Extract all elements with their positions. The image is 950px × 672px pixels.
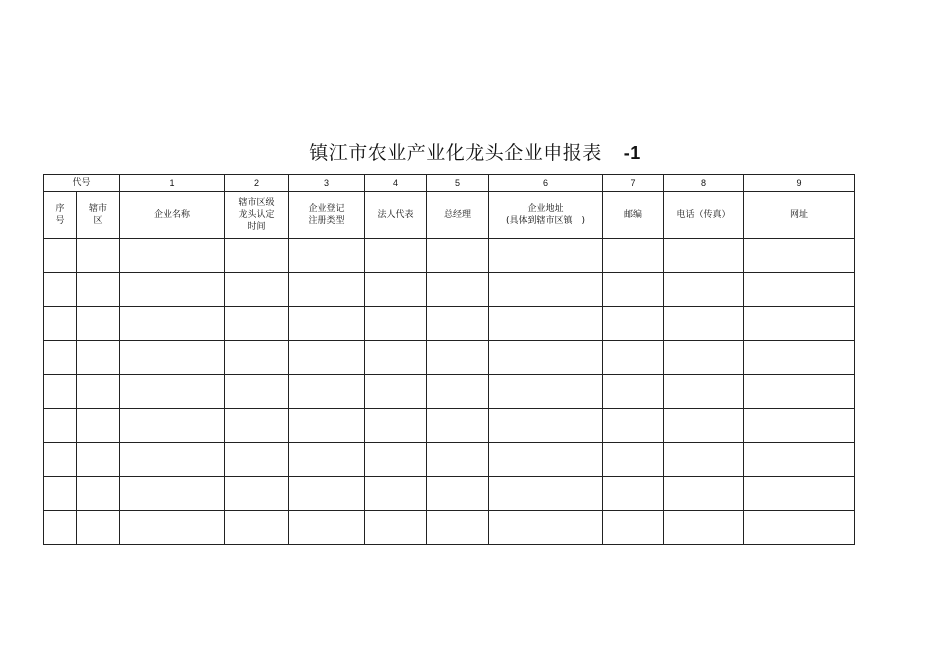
cell-legal-rep <box>365 375 427 409</box>
cell-recognition-time <box>225 443 289 477</box>
cell-website <box>744 307 855 341</box>
cell-address <box>489 307 603 341</box>
cell-address <box>489 477 603 511</box>
cell-postcode <box>603 409 664 443</box>
cell-phone-fax <box>664 307 744 341</box>
cell-legal-rep <box>365 273 427 307</box>
cell-seq <box>44 239 77 273</box>
cell-company-name <box>120 443 225 477</box>
cell-general-manager <box>427 273 489 307</box>
cell-address <box>489 443 603 477</box>
code-2: 2 <box>225 175 289 192</box>
cell-district <box>77 273 120 307</box>
cell-postcode <box>603 375 664 409</box>
code-6: 6 <box>489 175 603 192</box>
cell-district <box>77 443 120 477</box>
code-1: 1 <box>120 175 225 192</box>
cell-postcode <box>603 477 664 511</box>
code-label: 代号 <box>72 178 91 188</box>
cell-phone-fax <box>664 375 744 409</box>
cell-district <box>77 477 120 511</box>
cell-district <box>77 409 120 443</box>
page-title <box>0 138 950 165</box>
cell-registration-type <box>289 409 365 443</box>
cell-registration-type <box>289 239 365 273</box>
cell-legal-rep <box>365 477 427 511</box>
cell-company-name <box>120 375 225 409</box>
cell-website <box>744 409 855 443</box>
cell-company-name <box>120 477 225 511</box>
code-row <box>44 175 855 192</box>
cell-website <box>744 375 855 409</box>
cell-postcode <box>603 443 664 477</box>
cell-website <box>744 239 855 273</box>
cell-seq <box>44 307 77 341</box>
cell-postcode <box>603 307 664 341</box>
cell-postcode <box>603 239 664 273</box>
cell-seq <box>44 375 77 409</box>
cell-general-manager <box>427 239 489 273</box>
header-registration-type: 企业登记 注册类型 <box>289 192 365 239</box>
code-7: 7 <box>603 175 664 192</box>
cell-legal-rep <box>365 409 427 443</box>
cell-general-manager <box>427 511 489 545</box>
cell-recognition-time <box>225 239 289 273</box>
header-website: 网址 <box>744 192 855 239</box>
cell-address <box>489 511 603 545</box>
cell-legal-rep <box>365 341 427 375</box>
title-suffix: -1 <box>623 143 641 163</box>
cell-postcode <box>603 273 664 307</box>
cell-recognition-time <box>225 341 289 375</box>
code-9: 9 <box>744 175 855 192</box>
code-8: 8 <box>664 175 744 192</box>
table-row <box>44 341 855 375</box>
cell-postcode <box>603 511 664 545</box>
cell-company-name <box>120 273 225 307</box>
cell-company-name <box>120 239 225 273</box>
cell-general-manager <box>427 477 489 511</box>
header-seq: 序 号 <box>44 192 77 239</box>
cell-seq <box>44 273 77 307</box>
cell-website <box>744 273 855 307</box>
cell-address <box>489 409 603 443</box>
cell-website <box>744 477 855 511</box>
cell-registration-type <box>289 307 365 341</box>
cell-district <box>77 341 120 375</box>
cell-phone-fax <box>664 273 744 307</box>
cell-company-name <box>120 409 225 443</box>
cell-recognition-time <box>225 477 289 511</box>
table-row <box>44 477 855 511</box>
code-4: 4 <box>365 175 427 192</box>
cell-legal-rep <box>365 511 427 545</box>
cell-district <box>77 511 120 545</box>
cell-general-manager <box>427 307 489 341</box>
cell-company-name <box>120 511 225 545</box>
cell-website <box>744 511 855 545</box>
cell-registration-type <box>289 341 365 375</box>
table-row <box>44 409 855 443</box>
cell-legal-rep <box>365 239 427 273</box>
cell-legal-rep <box>365 443 427 477</box>
cell-postcode <box>603 341 664 375</box>
table-row <box>44 273 855 307</box>
cell-recognition-time <box>225 307 289 341</box>
cell-recognition-time <box>225 409 289 443</box>
cell-district <box>77 307 120 341</box>
cell-seq <box>44 409 77 443</box>
cell-general-manager <box>427 409 489 443</box>
table-row <box>44 375 855 409</box>
header-postcode: 邮编 <box>603 192 664 239</box>
cell-address <box>489 273 603 307</box>
cell-phone-fax <box>664 443 744 477</box>
cell-district <box>77 239 120 273</box>
code-5: 5 <box>427 175 489 192</box>
cell-address <box>489 239 603 273</box>
table-row <box>44 307 855 341</box>
cell-seq <box>44 443 77 477</box>
header-row <box>44 192 855 239</box>
table-row <box>44 511 855 545</box>
header-recognition-time: 辖市区级 龙头认定 时间 <box>225 192 289 239</box>
header-legal-rep: 法人代表 <box>365 192 427 239</box>
cell-recognition-time <box>225 273 289 307</box>
cell-general-manager <box>427 375 489 409</box>
cell-phone-fax <box>664 239 744 273</box>
application-form-table <box>43 174 855 545</box>
cell-registration-type <box>289 273 365 307</box>
cell-seq <box>44 511 77 545</box>
cell-registration-type <box>289 511 365 545</box>
table-row <box>44 443 855 477</box>
cell-recognition-time <box>225 511 289 545</box>
cell-registration-type <box>289 477 365 511</box>
cell-phone-fax <box>664 409 744 443</box>
cell-phone-fax <box>664 341 744 375</box>
cell-phone-fax <box>664 477 744 511</box>
cell-phone-fax <box>664 511 744 545</box>
cell-registration-type <box>289 443 365 477</box>
code-3: 3 <box>289 175 365 192</box>
header-general-manager: 总经理 <box>427 192 489 239</box>
cell-district <box>77 375 120 409</box>
header-phone-fax: 电话（传真） <box>664 192 744 239</box>
cell-general-manager <box>427 443 489 477</box>
cell-general-manager <box>427 341 489 375</box>
header-company-name: 企业名称 <box>120 192 225 239</box>
cell-seq <box>44 341 77 375</box>
header-district: 辖市 区 <box>77 192 120 239</box>
cell-company-name <box>120 307 225 341</box>
cell-legal-rep <box>365 307 427 341</box>
header-address: 企业地址 (具体到辖市区镇 ) <box>489 192 603 239</box>
cell-registration-type <box>289 375 365 409</box>
cell-seq <box>44 477 77 511</box>
cell-website <box>744 443 855 477</box>
cell-address <box>489 375 603 409</box>
table-row <box>44 239 855 273</box>
cell-recognition-time <box>225 375 289 409</box>
cell-company-name <box>120 341 225 375</box>
cell-address <box>489 341 603 375</box>
cell-website <box>744 341 855 375</box>
title-main: 镇江市农业产业化龙头企业申报表 <box>309 142 602 164</box>
code-label-cell <box>44 175 120 192</box>
